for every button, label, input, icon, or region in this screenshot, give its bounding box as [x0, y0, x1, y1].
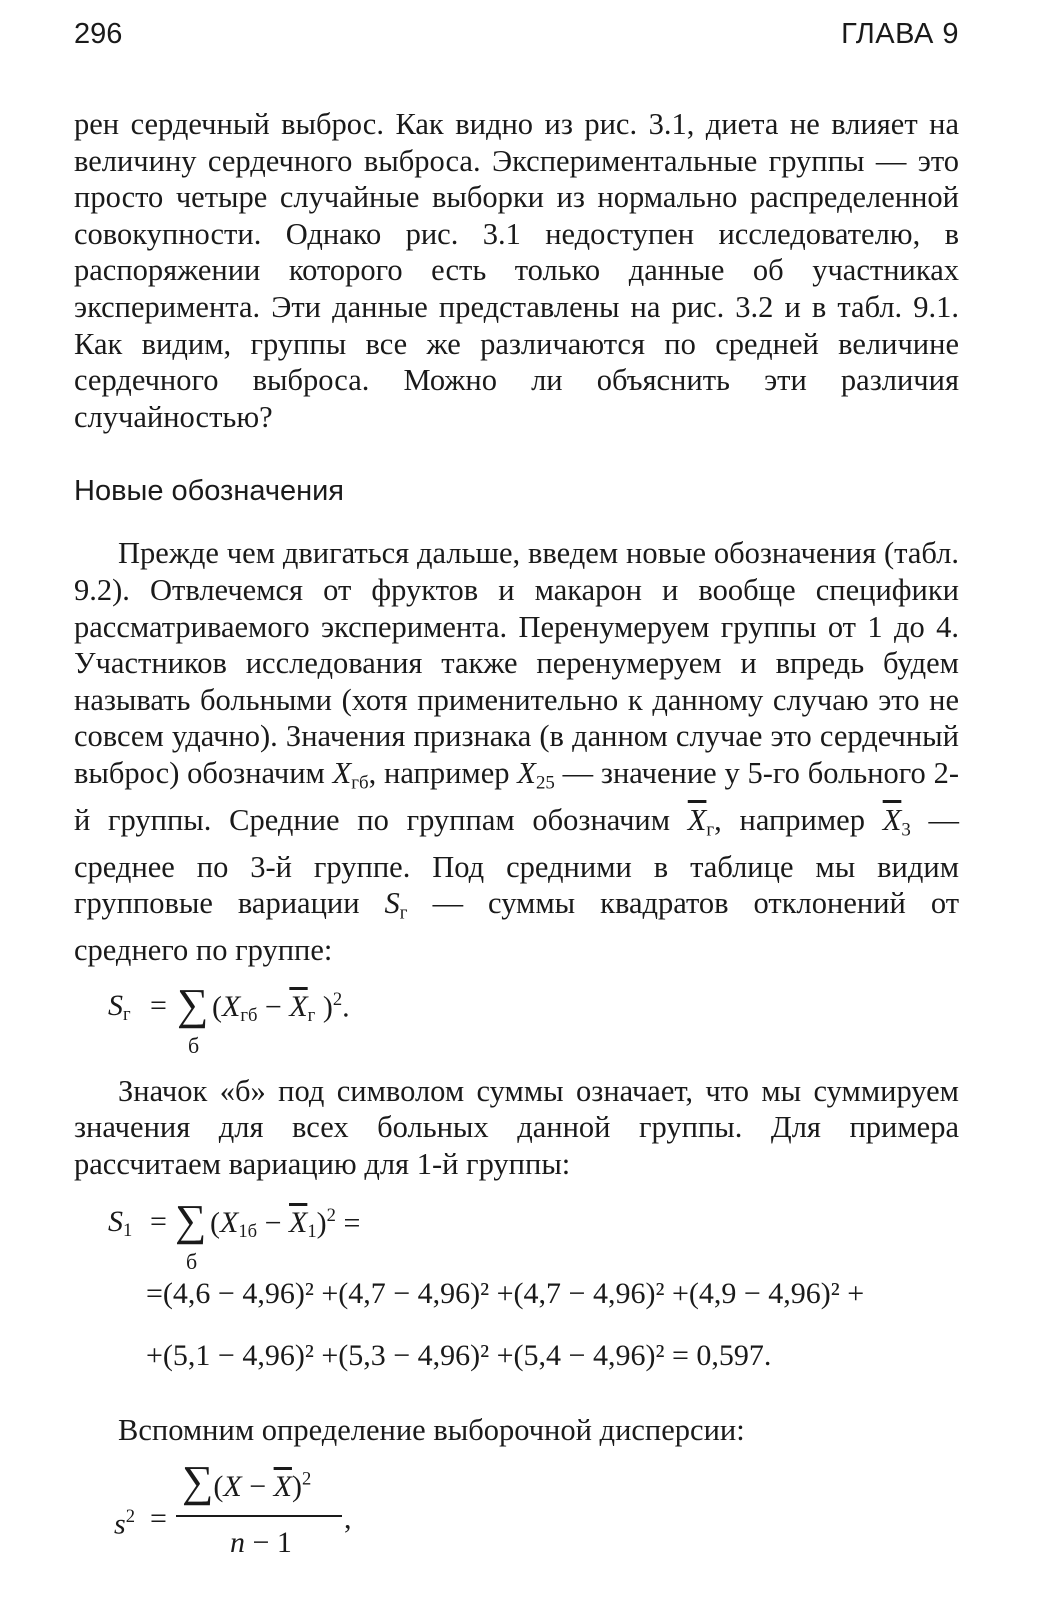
paragraph-3: Значок «б» под символом суммы означает, что мы суммируем значения для всех больных данной группы. Для примера рассчитаем вариацию для 1-й группы: [74, 1073, 959, 1181]
sum-index: б [188, 1032, 200, 1058]
paragraph-2-part-b: , например [368, 755, 510, 790]
formula2-line-2: =(4,6 − 4,96)² +(4,7 − 4,96)² +(4,7 − 4,96)² +(4,9 − 4,96)² + [146, 1276, 865, 1310]
formula2-line-3: +(5,1 − 4,96)² +(5,3 − 4,96)² +(5,4 − 4,96)² = 0,597. [146, 1338, 772, 1372]
formula3-denominator: n − 1 [230, 1526, 292, 1560]
paragraph-2 [74, 535, 959, 968]
formula-group-variation: Sг = ∑ б ($Xгб - \overline{X}г$ )$^2$. [108, 979, 350, 1058]
symbol-x-gb: Xгб [332, 755, 369, 794]
paragraph-2-part-d: , например [714, 802, 865, 837]
sum-icon: ∑ [175, 1195, 207, 1245]
paragraph-2-part-e: — среднее по 3-й группе. Под средними в таблице мы видим групповые вариации [74, 802, 959, 921]
paragraph-2-part-c: — значение у 5-го больного 2-й группы. Средние по группам обозначим [74, 755, 959, 837]
paragraph-1: рен сердечный выброс. Как видно из рис. 3.1, диета не влияет на величину сердечного выброса. Экспериментальные группы — это просто четыре случайные выборки из нормально распределенной совокупности. Однако рис. 3.1 недоступен исследователю, в распоряжении которого есть только данные об участниках эксперимента. Эти данные представлены на рис. 3.2 и в табл. 9.1. Как видим, группы все же различаются по средней величине сердечного выброса. Можно ли объяснить эти различия случайностью? [74, 107, 959, 434]
symbol-xbar-3: $\overline{X}3$ [882, 802, 911, 841]
fraction-bar [176, 1515, 342, 1517]
formula-sample-variance: $s^2$ = $\sum(X - \overline{X})^2$ n − 1 , [114, 1457, 352, 1560]
formula-group-1-variation: S1 = ∑ б $(X1б - \overline{X}1)^2$ = =(4,6 − 4,96)² +(4,7 − 4,96)² +(4,7 − 4,96)² +(4,9 − 4,96)² + +(5,1 − 4,96)² +(5,3 − 4,96)² +(5,4 − 4,96)² = 0,597. [108, 1195, 865, 1372]
formula3-numerator: $\sum(X - \overline{X})^2$ [182, 1457, 312, 1507]
sum-icon: ∑ [182, 1457, 214, 1507]
formula2-sum-body: $(X1б - \overline{X}1)^2$ = [210, 1204, 361, 1243]
paragraph-2-part-a: Прежде чем двигаться дальше, введем новые обозначения (табл. 9.2). Отвлечемся от фруктов и макарон и вообще специфики рассматриваемого эксперимента. Перенумеруем группы от 1 до 4. Участников исследования также перенумеруем и впредь будем называть больными (хотя применительно к данному случаю это не совсем удачно). Значения признака (в данном случае это сердечный выброс) обозначим [74, 536, 959, 790]
paragraph-2-part-f: — суммы квадратов отклонений от среднего по группе: [74, 886, 960, 968]
page-body [74, 106, 959, 1586]
formula1-lhs: Sг [108, 988, 131, 1025]
sum-index: б [186, 1248, 198, 1274]
chapter-title: ГЛАВА 9 [841, 18, 959, 50]
formula1-body: ($Xгб - \overline{X}г$ )$^2$. [212, 988, 350, 1027]
page-number: 296 [74, 18, 123, 50]
formula2-lhs: S1 [108, 1204, 133, 1241]
paragraph-4: Вспомним определение выборочной дисперсии: [118, 1412, 745, 1447]
symbol-xbar-g: $\overline{X}г$ [687, 802, 715, 841]
formula3-lhs: $s^2$ [114, 1506, 135, 1541]
sum-icon: ∑ [177, 979, 209, 1029]
page-header [74, 18, 959, 58]
symbol-x-25: X25 [517, 755, 555, 794]
section-heading: Новые обозначения [74, 475, 345, 508]
symbol-s-g: Sг [384, 886, 408, 924]
